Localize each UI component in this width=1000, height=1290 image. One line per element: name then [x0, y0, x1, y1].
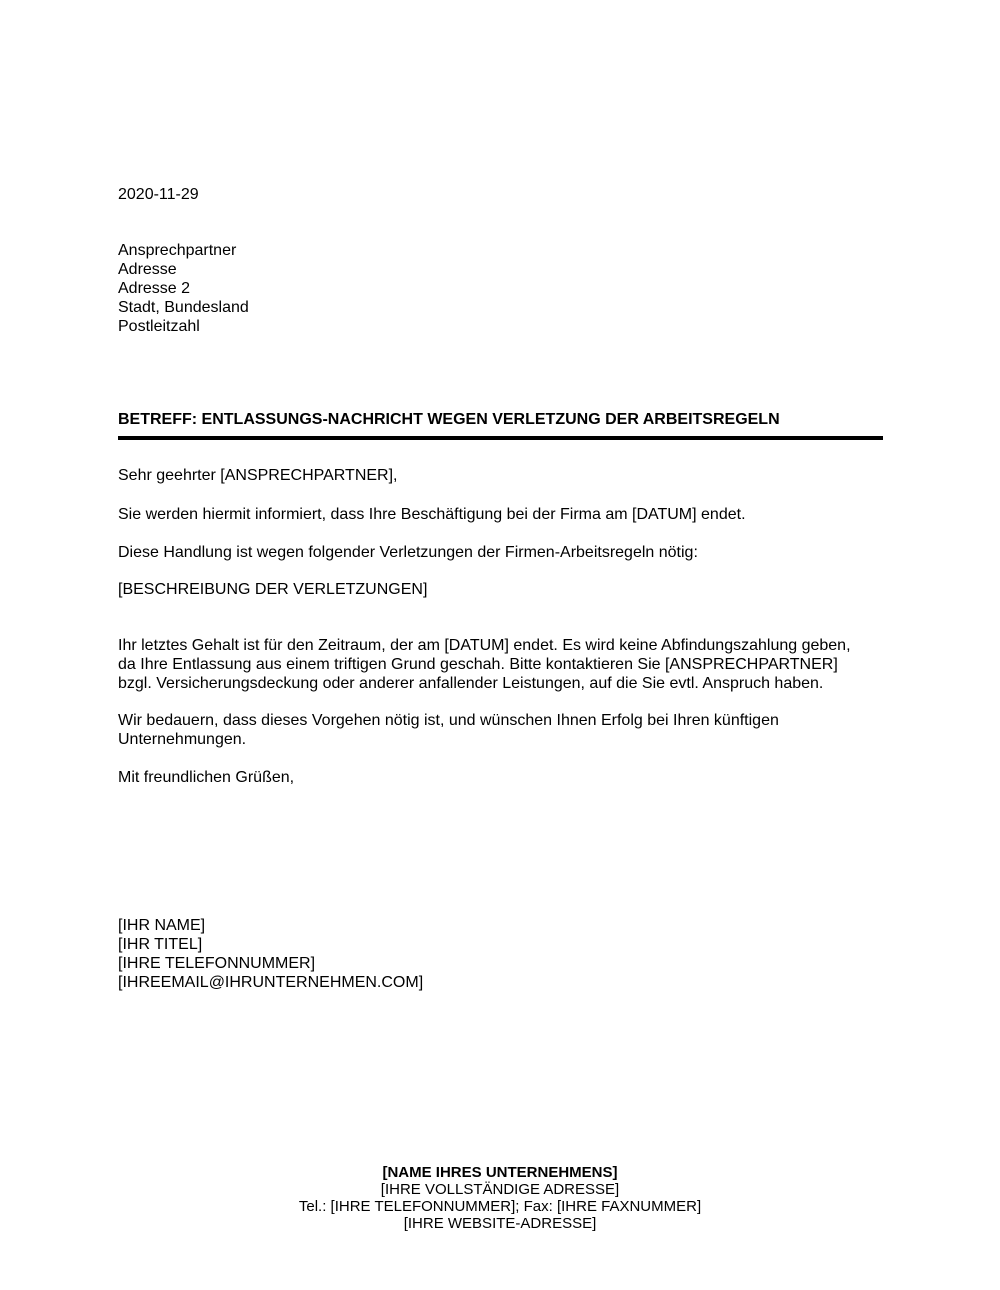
footer-website: [IHRE WEBSITE-ADRESSE]	[403, 1215, 597, 1232]
recipient-postal-code: Postleitzahl	[118, 318, 200, 335]
signature-name: [IHR NAME]	[118, 917, 206, 934]
letter-footer	[0, 1164, 1000, 1232]
footer-company-name: [NAME IHRES UNTERNEHMENS]	[382, 1164, 618, 1181]
recipient-name: Ansprechpartner	[118, 242, 237, 259]
footer-address: [IHRE VOLLSTÄNDIGE ADRESSE]	[380, 1181, 620, 1198]
paragraph-regret	[118, 711, 779, 749]
subject-line: BETREFF: ENTLASSUNGS-NACHRICHT WEGEN VERLETZUNG DER ARBEITSREGELN	[118, 411, 780, 428]
paragraph-line: [BESCHREIBUNG DER VERLETZUNGEN]	[118, 581, 428, 598]
recipient-address-line-1: Adresse	[118, 261, 177, 278]
paragraph-line: Diese Handlung ist wegen folgender Verletzungen der Firmen-Arbeitsregeln nötig:	[118, 544, 698, 561]
letter-date: 2020-11-29	[118, 186, 199, 203]
paragraph-line: Ihr letztes Gehalt ist für den Zeitraum, der am [DATUM] endet. Es wird keine Abfindungszahlung geben,	[118, 637, 851, 654]
paragraph-termination-notice	[118, 505, 746, 524]
paragraph-line: Sie werden hiermit informiert, dass Ihre Beschäftigung bei der Firma am [DATUM] endet.	[118, 506, 746, 523]
paragraph-violations	[118, 580, 427, 599]
paragraph-line: Wir bedauern, dass dieses Vorgehen nötig ist, und wünschen Ihnen Erfolg bei Ihren künftigen	[118, 712, 779, 729]
footer-contact: Tel.: [IHRE TELEFONNUMMER]; Fax: [IHRE FAXNUMMER]	[298, 1198, 702, 1215]
subject-divider	[118, 436, 883, 440]
signature-email: [IHREEMAIL@IHRUNTERNEHMEN.COM]	[118, 974, 424, 991]
paragraph-line: bzgl. Versicherungsdeckung oder anderer anfallender Leistungen, auf die Sie evtl. Anspruch haben.	[118, 675, 824, 692]
signature-title: [IHR TITEL]	[118, 936, 203, 953]
recipient-address	[118, 241, 249, 336]
paragraph-reason-intro	[118, 543, 698, 562]
closing: Mit freundlichen Grüßen,	[118, 769, 295, 786]
signature-block	[118, 916, 423, 992]
recipient-address-line-2: Adresse 2	[118, 280, 191, 297]
paragraph-line: Unternehmungen.	[118, 731, 247, 748]
signature-phone: [IHRE TELEFONNUMMER]	[118, 955, 316, 972]
paragraph-line: da Ihre Entlassung aus einem triftigen Grund geschah. Bitte kontaktieren Sie [ANSPRECHPARTNER]	[118, 656, 838, 673]
salutation: Sehr geehrter [ANSPRECHPARTNER],	[118, 467, 398, 484]
paragraph-final-pay	[118, 636, 851, 693]
recipient-city-state: Stadt, Bundesland	[118, 299, 249, 316]
